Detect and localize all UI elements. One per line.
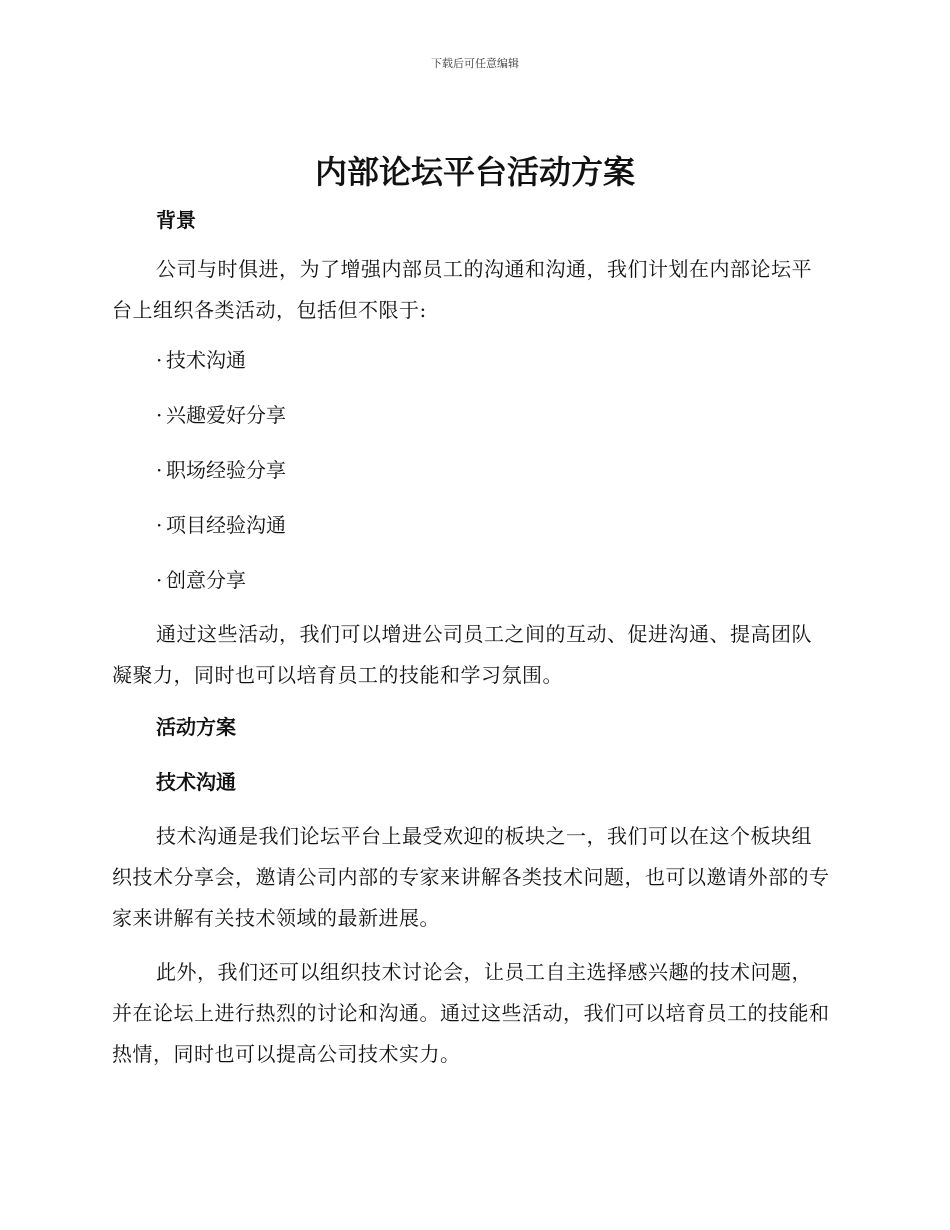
list-item: · 职场经验分享 bbox=[112, 455, 832, 485]
tech-heading: 技术沟通 bbox=[156, 770, 236, 794]
plan-heading: 活动方案 bbox=[156, 715, 236, 739]
bullet-icon: · bbox=[156, 348, 163, 372]
tech-paragraph-1: 技术沟通是我们论坛平台上最受欢迎的板块之一，我们可以在这个板块组织技术分享会，邀请公司内部的专家来讲解各类技术问题，也可以邀请外部的专家来讲解有关技术领域的最新进展。 bbox=[112, 824, 830, 930]
summary-paragraph: 通过这些活动，我们可以增进公司员工之间的互动、促进沟通、提高团队凝聚力，同时也可以培育员工的技能和学习氛围。 bbox=[112, 622, 812, 687]
bullet-icon: · bbox=[156, 403, 163, 427]
header-note: 下载后可任意编辑 bbox=[431, 57, 519, 70]
bullet-icon: · bbox=[156, 513, 163, 537]
background-heading: 背景 bbox=[156, 208, 196, 232]
list-item: · 项目经验沟通 bbox=[112, 510, 832, 540]
document-body bbox=[112, 200, 832, 1075]
bullet-icon: · bbox=[156, 458, 163, 482]
list-item: · 创意分享 bbox=[112, 565, 832, 595]
activity-list bbox=[112, 345, 832, 595]
background-paragraph: 公司与时俱进，为了增强内部员工的沟通和沟通，我们计划在内部论坛平台上组织各类活动，包括但不限于: bbox=[112, 257, 812, 322]
list-item: · 技术沟通 bbox=[112, 345, 832, 375]
bullet-icon: · bbox=[156, 568, 163, 592]
tech-paragraph-2: 此外，我们还可以组织技术讨论会，让员工自主选择感兴趣的技术问题，并在论坛上进行热烈的讨论和沟通。通过这些活动，我们可以培育员工的技能和热情，同时也可以提高公司技术实力。 bbox=[112, 960, 830, 1066]
list-item: · 兴趣爱好分享 bbox=[112, 400, 832, 430]
document-title: 内部论坛平台活动方案 bbox=[314, 153, 635, 191]
